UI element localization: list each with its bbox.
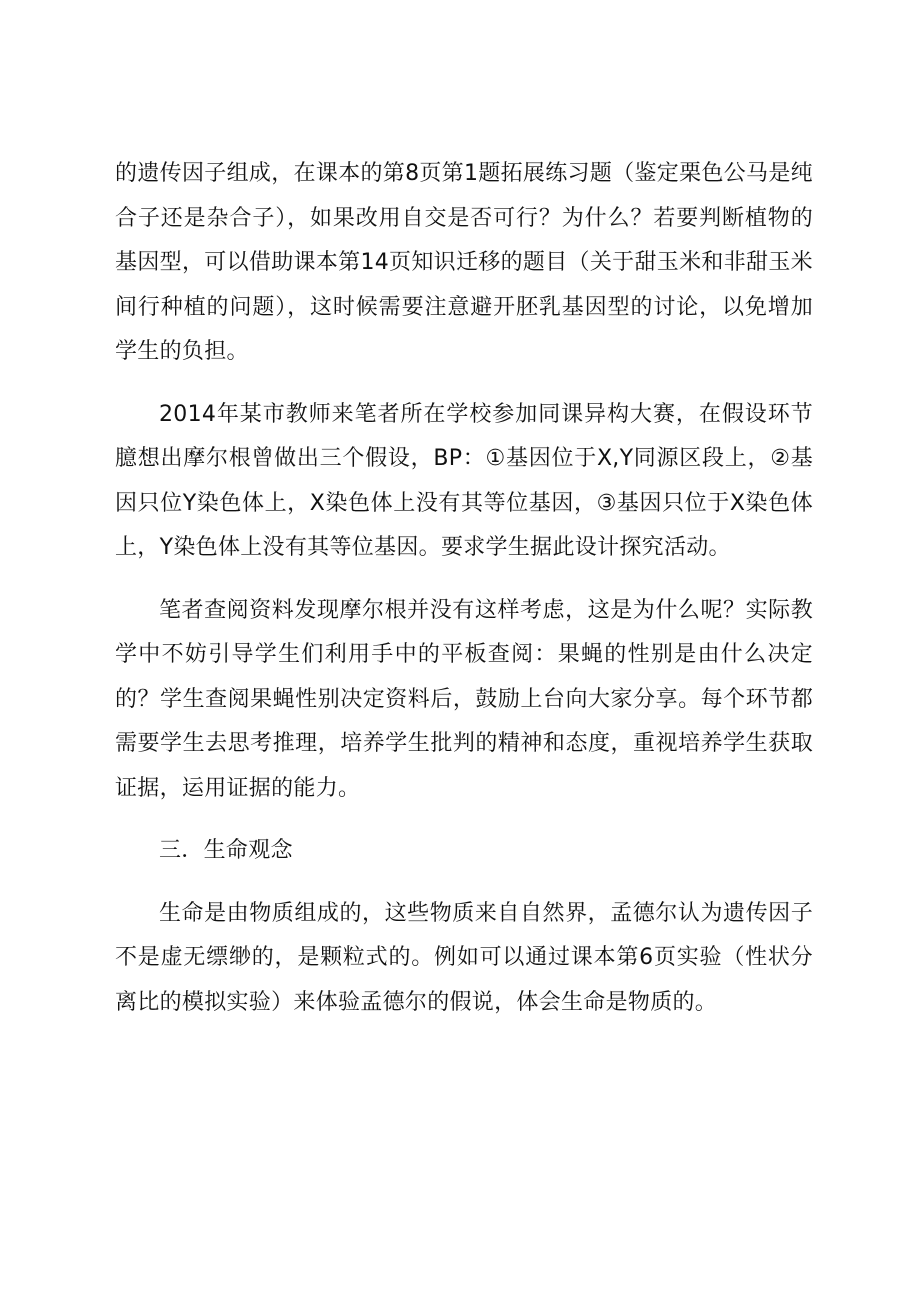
section-heading: 三．生命观念: [159, 838, 293, 863]
paragraph-research-guidance: 笔者查阅资料发现摩尔根并没有这样考虑，这是为什么呢？实际教学中不妨引导学生们利用手中的平板查阅：果蝇的性别是由什么决定的？学生查阅果蝇性别决定资料后，鼓励上台向大家分享。每个环节都需要学生去思考推理，培养学生批判的精神和态度，重视培养学生获取证据，运用证据的能力。: [115, 597, 813, 801]
document-body: [115, 152, 813, 1043]
paragraph-life-concept: 生命是由物质组成的，这些物质来自自然界，孟德尔认为遗传因子不是虚无缥缈的，是颗粒式的。例如可以通过课本第6页实验（性状分离比的模拟实验）来体验孟德尔的假说，体会生命是物质的。: [115, 900, 813, 1015]
paragraph-morgan-hypothesis: 2014年某市教师来笔者所在学校参加同课异构大赛，在假设环节臆想出摩尔根曾做出三个假设，BP：①基因位于X,Y同源区段上，②基因只位Y染色体上，X染色体上没有其等位基因，③基因只位于X染色体上，Y染色体上没有其等位基因。要求学生据此设计探究活动。: [115, 401, 813, 560]
paragraph-continuation: 的遗传因子组成，在课本的第8页第1题拓展练习题（鉴定栗色公马是纯合子还是杂合子），如果改用自交是否可行？为什么？若要判断植物的基因型，可以借助课本第14页知识迁移的题目（关于甜玉米和非甜玉米间行种植的问题），这时候需要注意避开胚乳基因型的讨论，以免增加学生的负担。: [115, 161, 813, 364]
